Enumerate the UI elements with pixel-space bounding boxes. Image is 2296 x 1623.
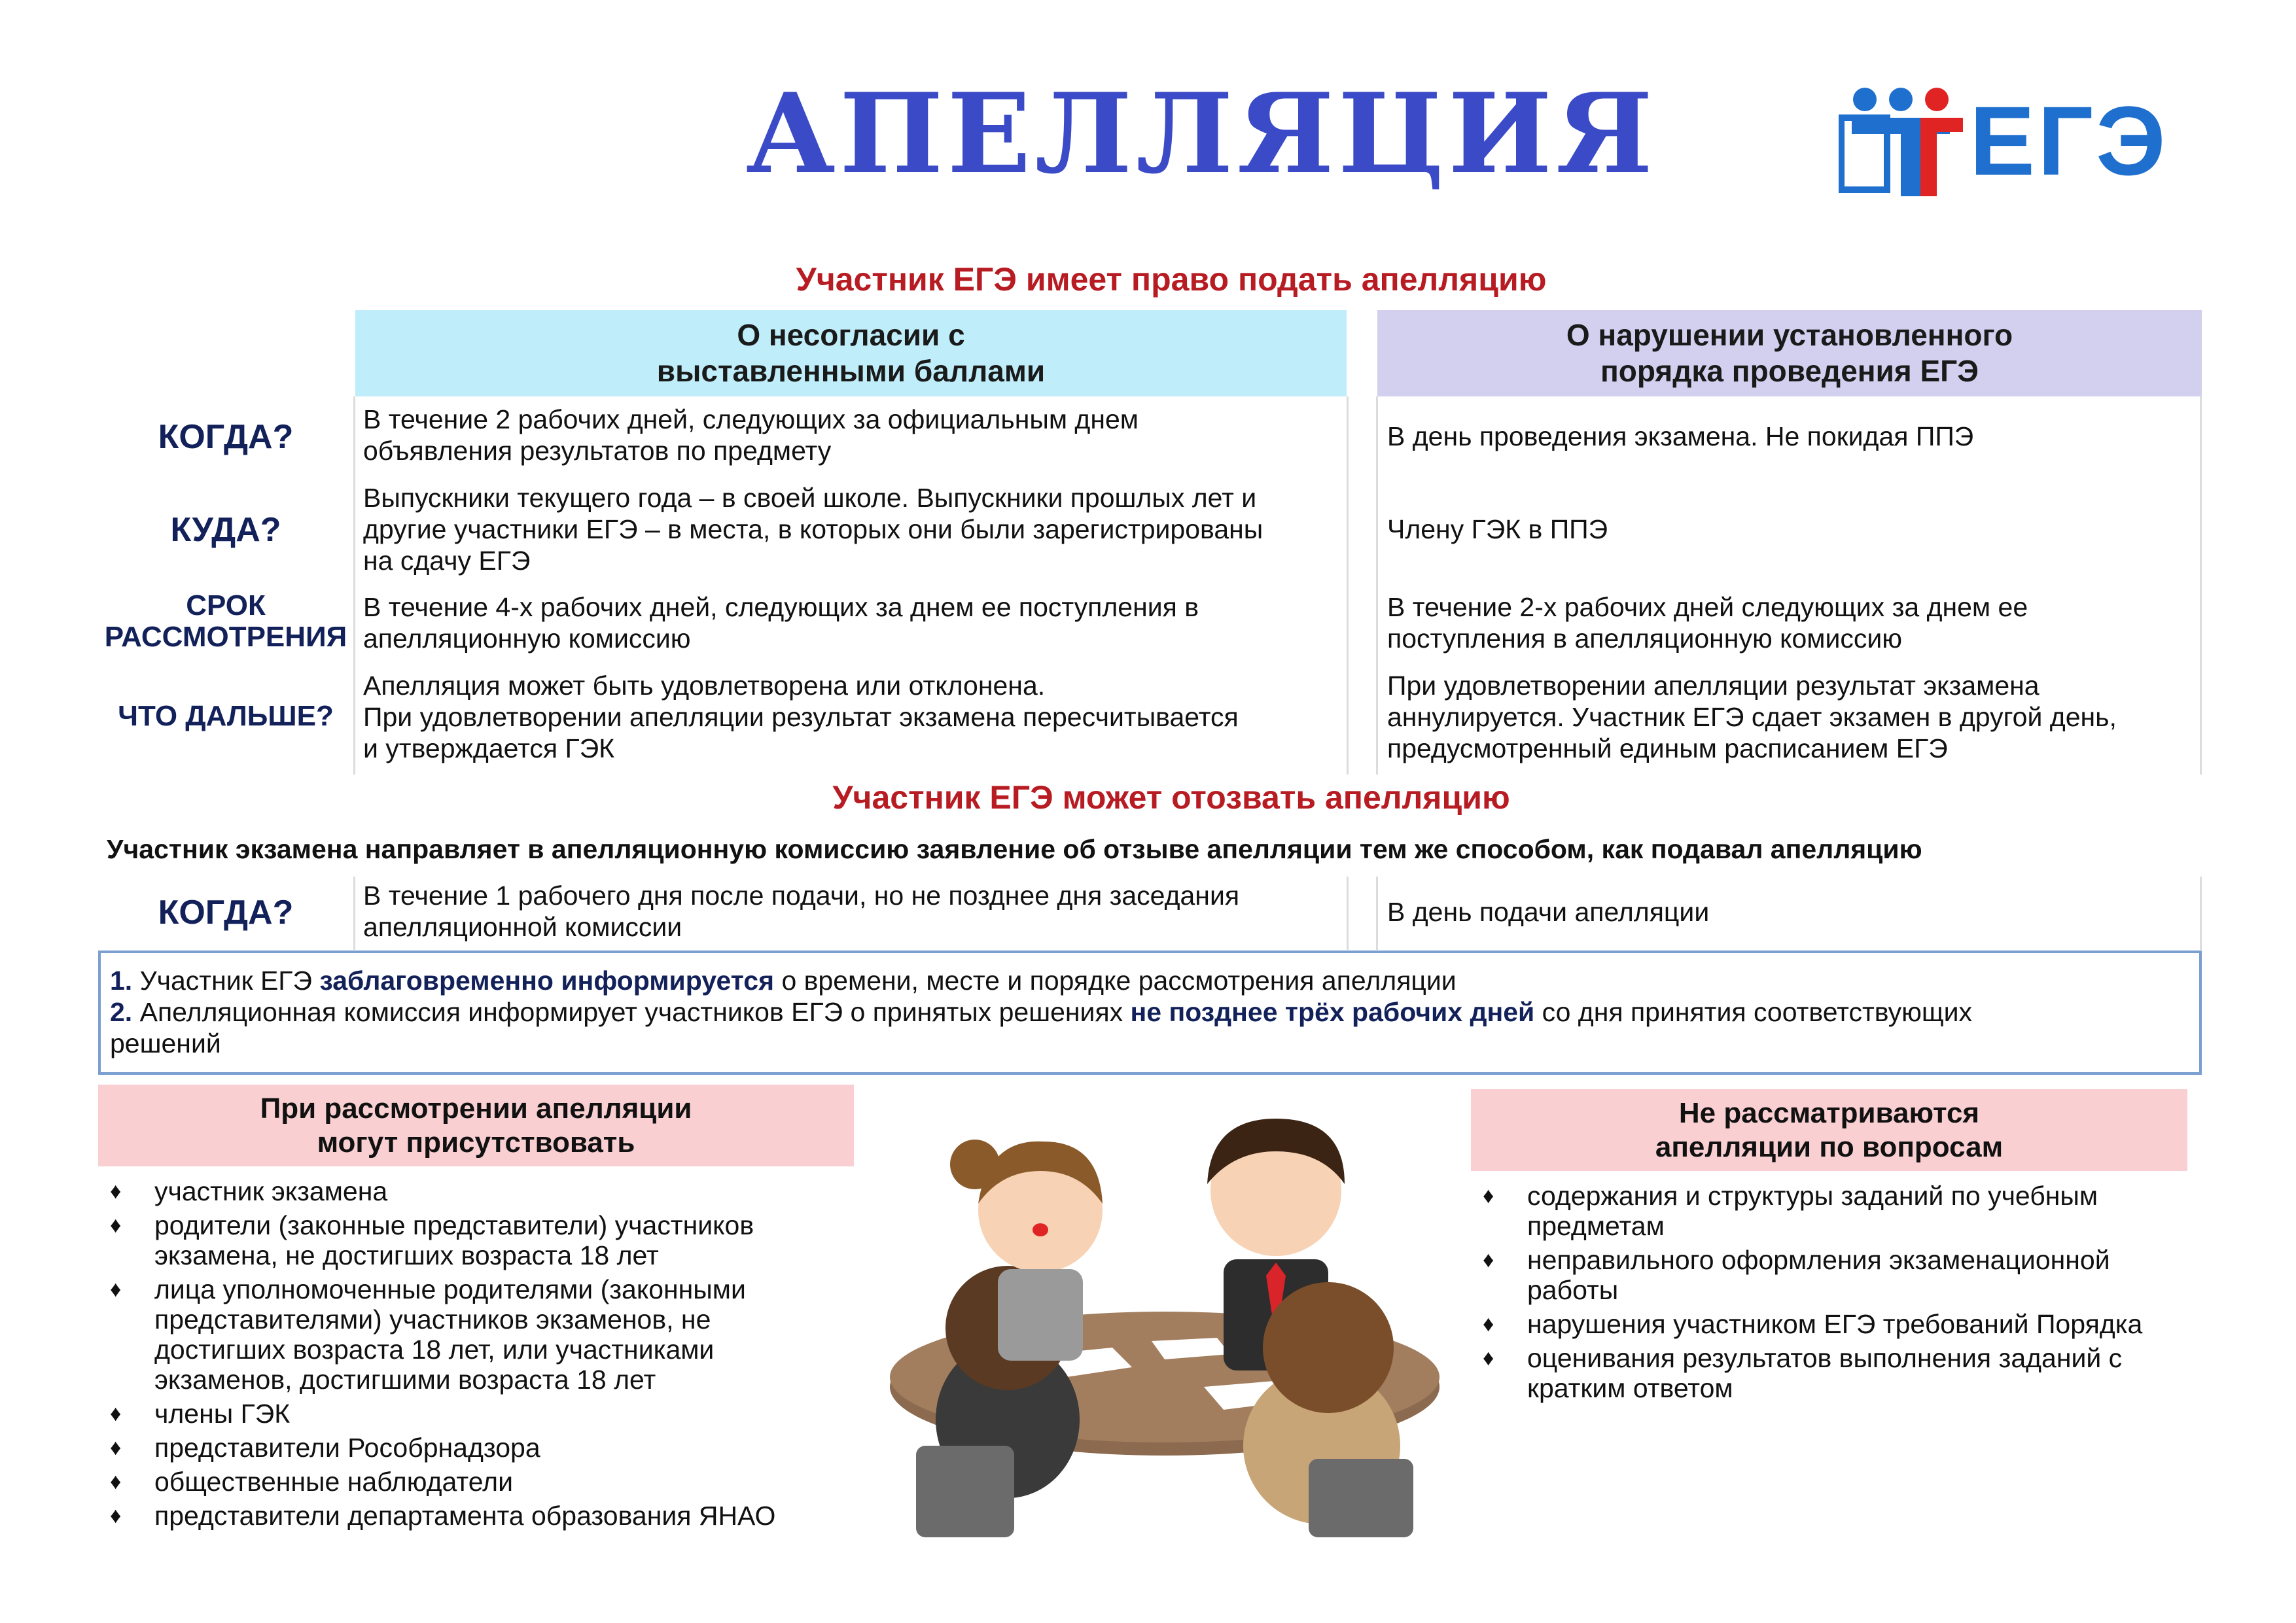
withdraw-appeal-heading: Участник ЕГЭ может отозвать апелляцию [832, 779, 1510, 816]
table-divider [353, 396, 355, 775]
cell-withdraw-violation [1387, 896, 2199, 928]
cell-line: поступления в апелляционную комиссию [1387, 623, 1903, 654]
cell-line: и утверждается ГЭК [363, 733, 615, 763]
table-divider [1376, 396, 1378, 775]
info-text: Апелляционная комиссия информирует участников ЕГЭ о принятых решениях [132, 997, 1131, 1027]
cell-line: апелляционную комиссию [363, 623, 691, 654]
cell-line: В день проведения экзамена. Не покидая ППЭ [1387, 421, 1974, 451]
list-item-line: достигших возраста 18 лет, или участниками [154, 1335, 715, 1365]
list-item-line: работы [1527, 1275, 1619, 1305]
list-item [98, 1433, 857, 1463]
bullet-diamond-icon: ♦ [110, 1469, 122, 1494]
row-label-what-next: ЧТО ДАЛЬШЕ? [118, 700, 334, 732]
heading-line: Не рассматриваются [1678, 1096, 1980, 1129]
bullet-diamond-icon: ♦ [110, 1213, 122, 1238]
table-divider [353, 877, 355, 950]
cell-period-violation [1387, 591, 2199, 654]
bullet-diamond-icon: ♦ [1483, 1346, 1494, 1370]
info-item-number: 1. [110, 966, 133, 996]
info-text: решений [110, 1028, 221, 1058]
table-divider [2200, 877, 2202, 950]
column-header-line: О нарушении установленного [1566, 318, 2013, 352]
list-item-line: нарушения участником ЕГЭ требований Порядка [1527, 1309, 2143, 1339]
list-item-line: предметам [1527, 1211, 1665, 1241]
cell-line: апелляционной комиссии [363, 912, 682, 942]
list-item-line: представители департамента образования ЯНАО [154, 1501, 776, 1531]
list-item-line: участник экзамена [154, 1176, 388, 1206]
bullet-diamond-icon: ♦ [110, 1277, 122, 1302]
cell-when-violation [1387, 421, 2199, 452]
column-header-procedure-violation [1377, 310, 2202, 396]
row-label-withdraw-when: КОГДА? [158, 894, 294, 932]
cell-line: В течение 4-х рабочих дней, следующих за днем ее поступления в [363, 592, 1199, 622]
cell-line: При удовлетворении апелляции результат экзамена [1387, 671, 2040, 701]
list-item-line: экзаменов, достигшими возраста 18 лет [154, 1365, 656, 1395]
cell-period-score [363, 591, 1345, 654]
not-considered-list [1471, 1181, 2223, 1407]
cell-where-score [363, 482, 1345, 576]
right-to-appeal-heading: Участник ЕГЭ имеет право подать апелляцию [796, 261, 1547, 298]
not-considered-heading [1471, 1089, 2187, 1171]
present-heading [98, 1085, 854, 1166]
info-text: Участник ЕГЭ [132, 966, 320, 996]
ege-people-logo-icon [1839, 85, 1969, 203]
list-item [98, 1467, 857, 1497]
cell-line: на сдачу ЕГЭ [363, 546, 531, 576]
info-item-number: 2. [110, 997, 133, 1027]
bullet-diamond-icon: ♦ [110, 1435, 122, 1460]
row-label-line: РАССМОТРЕНИЯ [104, 621, 347, 653]
list-item-line: оценивания результатов выполнения заданий с [1527, 1343, 2123, 1373]
cell-line: В течение 2 рабочих дней, следующих за официальным днем [363, 404, 1139, 434]
cell-where-violation [1387, 514, 2199, 545]
withdraw-procedure-text: Участник экзамена направляет в апелляционную комиссию заявление об отзыве апелляции тем же способом, как подавал апелляцию [107, 834, 1922, 864]
list-item [98, 1274, 857, 1395]
bullet-diamond-icon: ♦ [110, 1401, 122, 1426]
info-bold-text: не позднее трёх рабочих дней [1130, 997, 1535, 1027]
list-item [98, 1501, 857, 1531]
logo-text: ЕГЭ [1969, 86, 2168, 196]
info-text: со дня принятия соответствующих [1534, 997, 1973, 1027]
column-header-line: О несогласии с [737, 318, 965, 352]
list-item [1471, 1343, 2223, 1403]
info-box [98, 951, 2202, 1075]
column-header-line: порядка проведения ЕГЭ [1600, 354, 1979, 388]
heading-line: При рассмотрении апелляции [260, 1092, 692, 1125]
list-item [98, 1210, 857, 1270]
row-label-where: КУДА? [170, 511, 281, 549]
bullet-diamond-icon: ♦ [1483, 1312, 1494, 1336]
table-divider [2200, 396, 2202, 775]
table-divider [1347, 877, 1349, 950]
column-header-score-disagreement [355, 310, 1347, 396]
list-item-line: кратким ответом [1527, 1373, 1733, 1403]
info-text: о времени, месте и порядке рассмотрения апелляции [774, 966, 1457, 996]
cell-line: В течение 1 рабочего дня после подачи, но не позднее дня заседания [363, 881, 1240, 911]
list-item-line: лица уполномоченные родителями (законными [154, 1274, 746, 1304]
list-item [98, 1176, 857, 1206]
meeting-table-illustration [877, 1079, 1453, 1537]
cell-line: В течение 2-х рабочих дней следующих за днем ее [1387, 592, 2028, 622]
cell-line: Члену ГЭК в ППЭ [1387, 514, 1608, 544]
list-item-line: содержания и структуры заданий по учебным [1527, 1181, 2098, 1211]
cell-line: предусмотренный единым расписанием ЕГЭ [1387, 733, 1948, 763]
cell-line: При удовлетворении апелляции результат экзамена пересчитывается [363, 702, 1239, 732]
heading-line: могут присутствовать [317, 1126, 635, 1159]
ege-logo [1839, 85, 2166, 209]
column-header-line: выставленными баллами [656, 354, 1046, 388]
table-divider [1347, 396, 1349, 775]
list-item-line: представители Рособрнадзора [154, 1433, 540, 1463]
bullet-diamond-icon: ♦ [110, 1179, 122, 1204]
row-label-line: СРОК [186, 589, 266, 621]
heading-line: апелляции по вопросам [1655, 1130, 2004, 1163]
cell-next-violation [1387, 670, 2199, 764]
cell-next-score [363, 670, 1345, 764]
bullet-diamond-icon: ♦ [1483, 1248, 1494, 1272]
list-item-line: неправильного оформления экзаменационной [1527, 1245, 2110, 1275]
info-item-2 [110, 996, 2190, 1028]
bullet-diamond-icon: ♦ [110, 1503, 122, 1528]
cell-line: другие участники ЕГЭ – в места, в которых они были зарегистрированы [363, 514, 1263, 544]
cell-line: Апелляция может быть удовлетворена или отклонена. [363, 671, 1046, 701]
cell-withdraw-score [363, 880, 1345, 943]
list-item-line: представителями) участников экзаменов, не [154, 1304, 711, 1335]
cell-line: объявления результатов по предмету [363, 436, 832, 466]
list-item-line: экзамена, не достигших возраста 18 лет [154, 1240, 659, 1270]
cell-line: Выпускники текущего года – в своей школе. Выпускники прошлых лет и [363, 483, 1257, 513]
table-divider [1376, 877, 1378, 950]
list-item-line: родители (законные представители) участников [154, 1210, 754, 1240]
present-list [98, 1176, 857, 1535]
cell-line: аннулируется. Участник ЕГЭ сдает экзамен в другой день, [1387, 702, 2117, 732]
bullet-diamond-icon: ♦ [1483, 1183, 1494, 1208]
list-item [1471, 1309, 2223, 1339]
info-bold-text: заблаговременно информируется [319, 966, 775, 996]
row-label-when: КОГДА? [158, 417, 294, 456]
info-item-1 [110, 965, 2190, 996]
list-item [1471, 1181, 2223, 1241]
list-item-line: члены ГЭК [154, 1399, 291, 1429]
list-item [1471, 1245, 2223, 1305]
cell-when-score [363, 404, 1345, 466]
list-item-line: общественные наблюдатели [154, 1467, 513, 1497]
cell-line: В день подачи апелляции [1387, 897, 1710, 927]
page-title: АПЕЛЛЯЦИЯ [746, 69, 1657, 198]
row-label-review-period [98, 589, 353, 654]
list-item [98, 1399, 857, 1429]
